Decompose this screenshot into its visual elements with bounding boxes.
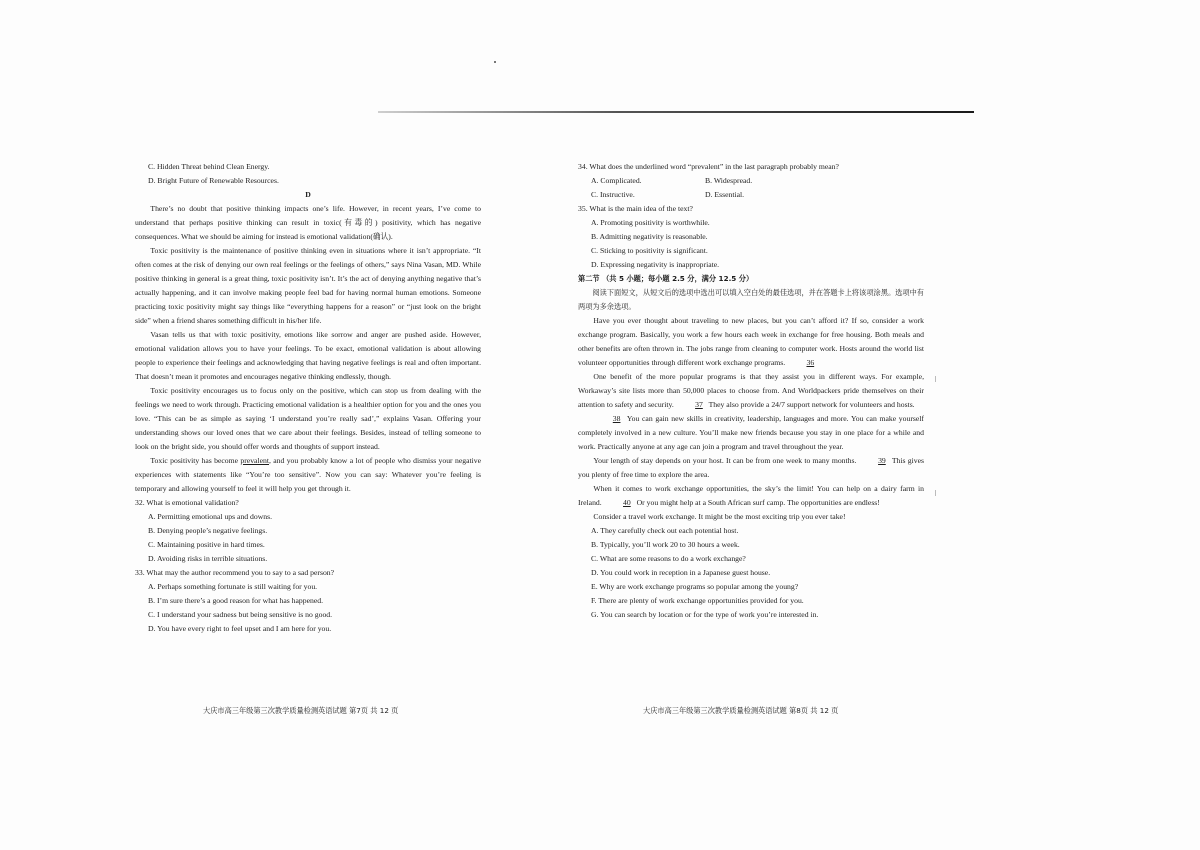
q35-option: B. Admitting negativity is reasonable. — [591, 232, 708, 241]
cloze-paragraph — [578, 314, 924, 370]
q32-option: A. Permitting emotional ups and downs. — [148, 512, 273, 521]
scan-speck — [935, 376, 936, 382]
blank-37: 37 — [695, 400, 703, 409]
underlined-word: prevalent — [240, 456, 269, 465]
right-page-column — [578, 160, 924, 622]
header-rule — [378, 111, 974, 113]
choice-f: F. There are plenty of work exchange opportunities provided for you. — [591, 596, 804, 605]
q34-option: A. Complicated. — [591, 176, 642, 185]
cloze-paragraph — [578, 412, 924, 454]
cloze-paragraph — [578, 482, 924, 510]
cloze-text: They also provide a 24/7 support network for volunteers and hosts. — [708, 400, 915, 409]
section-heading: 第二节 （共 5 小题；每小题 2.5 分，满分 12.5 分） — [578, 274, 754, 283]
cloze-text: Or you might help at a South African surf camp. The opportunities are endless! — [636, 498, 880, 507]
q35-option: A. Promoting positivity is worthwhile. — [591, 218, 710, 227]
passage-letter: D — [305, 190, 311, 199]
passage-paragraph: Toxic positivity encourages us to focus only on the positive, which can stop us from dealing with the feelings we need to work through. Practicing emotional validation is a healthier option for you and the ones you love. “This can be as simple as saying ‘I understand you’re really sad’,” explains Vasan. Offering your understanding shows our loved ones that we care about their feelings. Besides, instead of telling someone to look on the bright side, you should offer words and thoughts of support instead. — [135, 386, 481, 451]
q34-option: C. Instructive. — [591, 190, 635, 199]
q32-option: B. Denying people’s negative feelings. — [148, 526, 268, 535]
cloze-text: Have you ever thought about traveling to new places, but you can’t afford it? If so, consider a work exchange program. Basically, you work a few hours each week in exchange for free housing. Both meals and other benefits are often thrown in. The jobs range from cleaning to computer work. Hosts around the world list volunteer opportunities through different work exchange programs. — [578, 316, 924, 367]
passage-paragraph: Vasan tells us that with toxic positivity, emotions like sorrow and anger are pushed aside. However, emotional validation allows you to have your feelings. To be exact, emotional validation is about allowing people to experience their feelings and acknowledging that having negative feelings is real and often important. That doesn’t mean it promotes and encourages negative thinking endlessly, though. — [135, 330, 481, 381]
blank-39: 39 — [878, 456, 886, 465]
q34-option: B. Widespread. — [705, 176, 753, 185]
q33-option: B. I’m sure there’s a good reason for what has happened. — [148, 596, 324, 605]
q32-option: D. Avoiding risks in terrible situations. — [148, 554, 268, 563]
q35-option: D. Expressing negativity is inappropriate. — [591, 260, 720, 269]
page-footer-left: 大庆市高三年级第三次教学质量检测英语试题 第7页 共 12 页 — [203, 706, 399, 715]
q33-option: D. You have every right to feel upset and I am here for you. — [148, 624, 332, 633]
q33-option: A. Perhaps something fortunate is still waiting for you. — [148, 582, 318, 591]
q35-option: C. Sticking to positivity is significant. — [591, 246, 708, 255]
last-para-end: , and you probably know a lot of people who dismiss your negative experiences with statements like “You’re too sensitive”. Now you can say: Whatever you’re feeling is temporary and allowing yourself to feel it will help you get through it. — [135, 456, 482, 493]
cloze-paragraph: Consider a travel work exchange. It might be the most exciting trip you ever take! — [593, 512, 846, 521]
q34-options-row — [578, 174, 924, 188]
q34-option: D. Essential. — [705, 190, 745, 199]
q31-option-d: D. Bright Future of Renewable Resources. — [148, 176, 279, 185]
cloze-text: One benefit of the more popular programs is that they assist you in different ways. For example, Workaway’s site lists more than 50,000 places to choose from. And Worldpackers pride themselves on their attention to safety and security. — [578, 372, 924, 409]
question-34: 34. What does the underlined word “prevalent” in the last paragraph probably mean? — [578, 162, 839, 171]
blank-36: 36 — [806, 358, 815, 367]
cloze-paragraph — [578, 454, 924, 482]
passage-paragraph: Toxic positivity is the maintenance of positive thinking even in situations where it isn’t appropriate. “It often comes at the risk of denying our own real feelings or the feelings of others,” says Nina Vasan, MD. While positive thinking in general is a great thing, toxic positivity isn’t. It’s the act of denying anything negative that’s actually happening, and it can involve making people feel bad for having normal human emotions. Someone practicing toxic positivity might say things like “everything happens for a reason” or “just look on the bright side” when a friend shares something difficult in his/her life. — [135, 246, 481, 325]
section-instructions: 阅读下面短文，从短文后的选项中选出可以填入空白处的最佳选项，并在答题卡上将该项涂黑。选项中有两项为多余选项。 — [578, 288, 924, 311]
choice-a: A. They carefully check out each potential host. — [591, 526, 739, 535]
left-page-column — [135, 160, 481, 636]
choice-b: B. Typically, you’ll work 20 to 30 hours a week. — [591, 540, 740, 549]
blank-38: 38 — [612, 414, 621, 423]
passage-paragraph: There’s no doubt that positive thinking impacts one’s life. However, in recent years, I’ve come to understand that perhaps positive thinking can result in toxic(有毒的) positivity, which has negative consequences. What we should be aiming for instead is emotional validation(确认). — [135, 204, 481, 241]
cloze-text: You can gain new skills in creativity, leadership, languages and more. You can make yourself completely involved in a new culture. You’ll make new friends because you stay in one place for a while and work. Practically anyone at any age can join a program and travel throughout the year. — [578, 414, 924, 451]
question-35: 35. What is the main idea of the text? — [578, 204, 693, 213]
page-footer-right: 大庆市高三年级第三次教学质量检测英语试题 第8页 共 12 页 — [643, 706, 839, 715]
choice-e: E. Why are work exchange programs so popular among the young? — [591, 582, 799, 591]
cloze-text: When it comes to work exchange opportunities, the sky’s the limit! You can help on a dairy farm in Ireland. — [578, 484, 924, 507]
choice-c: C. What are some reasons to do a work exchange? — [591, 554, 746, 563]
question-33: 33. What may the author recommend you to say to a sad person? — [135, 568, 335, 577]
choice-d: D. You could work in reception in a Japanese guest house. — [591, 568, 771, 577]
q31-option-c: C. Hidden Threat behind Clean Energy. — [148, 162, 270, 171]
cloze-text: Your length of stay depends on your host. It can be from one week to many months. — [593, 456, 857, 465]
q34-options-row — [578, 188, 924, 202]
q33-option: C. I understand your sadness but being sensitive is no good. — [148, 610, 333, 619]
last-para-start: Toxic positivity has become — [150, 456, 241, 465]
q32-option: C. Maintaining positive in hard times. — [148, 540, 265, 549]
blank-40: 40 — [623, 498, 631, 507]
choice-g: G. You can search by location or for the type of work you’re interested in. — [591, 610, 819, 619]
scan-speck — [494, 61, 496, 63]
question-32: 32. What is emotional validation? — [135, 498, 239, 507]
scan-speck — [935, 490, 936, 496]
cloze-text: This gives you plenty of free time to explore the area. — [578, 456, 924, 479]
cloze-paragraph — [578, 370, 924, 412]
passage-paragraph-last — [135, 454, 481, 496]
